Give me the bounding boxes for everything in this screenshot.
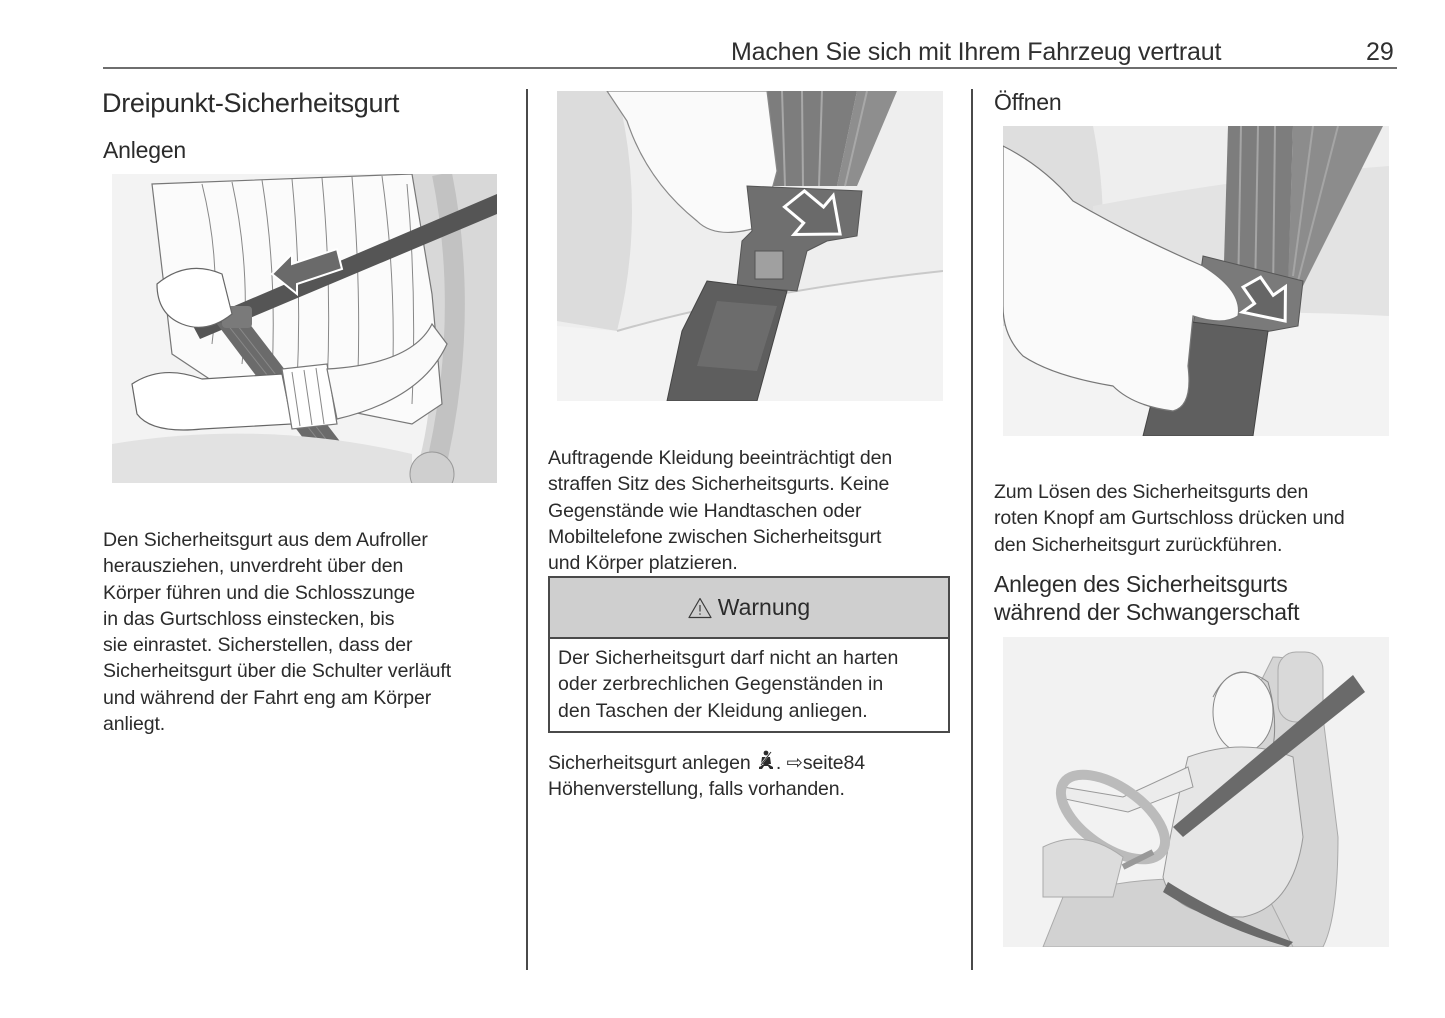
warning-body <box>550 639 948 731</box>
paragraph-line: straffen Sitz des Sicherheitsgurts. Keine <box>548 473 890 496</box>
release-instructions <box>994 479 1404 558</box>
subsection-title-oeffnen: Öffnen <box>994 89 1062 115</box>
paragraph-line: und während der Fahrt eng am Körper <box>103 686 432 709</box>
column-divider-1 <box>526 89 528 970</box>
paragraph-line: herausziehen, unverdreht über den <box>103 555 404 578</box>
paragraph-line: roten Knopf am Gurtschloss drücken und <box>994 507 1345 530</box>
paragraph-line: Körper führen und die Schlosszunge <box>103 581 416 604</box>
pregnancy-seatbelt-illustration <box>1003 637 1389 947</box>
paragraph-line: Den Sicherheitsgurt aus dem Aufroller <box>103 529 428 551</box>
reminder-line-1 <box>548 750 958 776</box>
reminder-prefix: Sicherheitsgurt anlegen <box>548 752 751 774</box>
warning-line: den Taschen der Kleidung anliegen. <box>558 699 868 722</box>
column-divider-2 <box>971 89 973 970</box>
header-rule <box>103 67 1397 69</box>
paragraph-line: Gegenstände wie Handtaschen oder <box>548 499 862 522</box>
reminder-suffix: . <box>775 752 782 774</box>
paragraph-line: sie einrastet. Sicherstellen, dass der <box>103 634 413 657</box>
warning-line: Der Sicherheitsgurt darf nicht an harten <box>558 647 899 669</box>
warning-header <box>550 578 948 639</box>
paragraph-line: den Sicherheitsgurt zurückführen. <box>994 533 1283 556</box>
subsection-title-pregnancy <box>994 570 1299 626</box>
seatbelt-fasten-illustration <box>112 174 497 483</box>
subtitle-line: Anlegen des Sicherheitsgurts <box>994 571 1288 597</box>
page-reference-link[interactable] <box>787 752 865 774</box>
page-number: 29 <box>1366 38 1394 66</box>
paragraph-line: Zum Lösen des Sicherheitsgurts den <box>994 481 1309 503</box>
paragraph-line: in das Gurtschloss einstecken, bis <box>103 607 395 630</box>
paragraph-line: Auftragende Kleidung beeinträchtigt den <box>548 447 893 469</box>
paragraph-line: anliegt. <box>103 713 166 736</box>
reminder-line-2: Höhenverstellung, falls vorhanden. <box>548 778 845 801</box>
paragraph-line: und Körper platzieren. <box>548 552 738 575</box>
fasten-instructions <box>103 527 513 737</box>
warning-triangle-icon <box>688 597 712 619</box>
buckle-release-illustration <box>1003 126 1389 436</box>
subsection-title-anlegen: Anlegen <box>103 137 187 163</box>
xref-arrow-icon: ⇨ <box>786 752 803 774</box>
seatbelt-reminder-icon <box>756 750 776 772</box>
buckle-insert-illustration <box>557 91 943 401</box>
running-header-title: Machen Sie sich mit Ihrem Fahrzeug vertraut <box>731 38 1222 66</box>
subtitle-line: während der Schwangerschaft <box>994 599 1300 625</box>
warning-line: oder zerbrechlichen Gegenständen in <box>558 673 884 696</box>
xref-label: seite84 <box>802 752 866 774</box>
reminder-text <box>548 750 958 803</box>
warning-title: Warnung <box>717 594 811 620</box>
clothing-note <box>548 445 958 576</box>
section-title: Dreipunkt-Sicherheitsgurt <box>102 88 400 118</box>
warning-box <box>548 576 950 733</box>
paragraph-line: Sicherheitsgurt über die Schulter verläuft <box>103 660 452 683</box>
paragraph-line: Mobiltelefone zwischen Sicherheitsgurt <box>548 525 882 548</box>
